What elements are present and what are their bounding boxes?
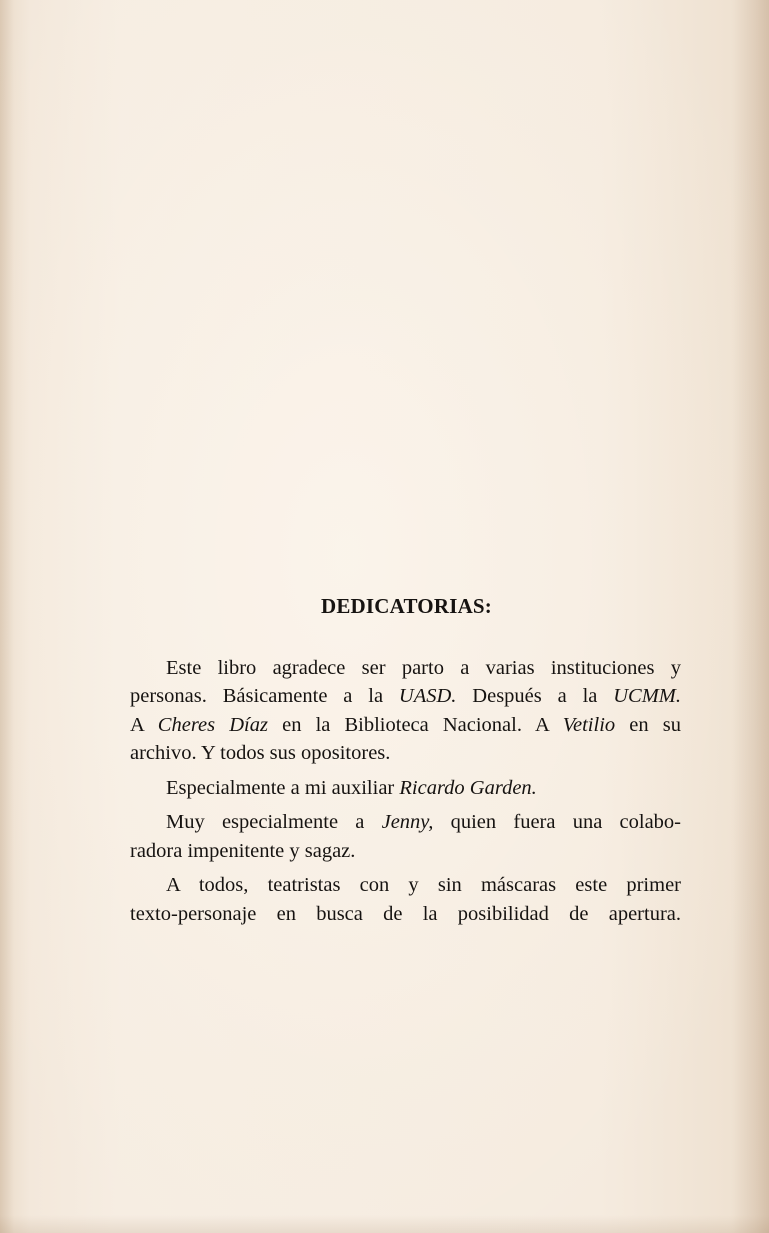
page-right-edge-shadow <box>733 0 769 1233</box>
paragraph-1-text: Después a la <box>456 685 614 707</box>
paragraph-1-line-3 <box>130 711 681 740</box>
paragraph-3-text: quien fuera una colabo- <box>433 811 681 833</box>
dedication-heading: DEDICATORIAS: <box>320 594 493 618</box>
page-bottom-edge-shadow <box>0 1215 769 1233</box>
paragraph-3-line-2: radora impenitente y sagaz. <box>130 839 356 862</box>
dedication-paragraph-1 <box>130 654 681 768</box>
person-jenny: Jenny, <box>381 811 434 833</box>
dedication-paragraph-2 <box>130 774 681 803</box>
person-cheres-diaz: Cheres Díaz <box>157 713 268 736</box>
paragraph-1-text: en la Biblioteca Nacional. A <box>267 713 563 736</box>
paragraph-1-text: A <box>130 713 158 736</box>
paragraph-2-line-1 <box>130 774 681 803</box>
paragraph-4-line-1: A todos, teatristas con y sin máscaras este primer <box>166 874 681 896</box>
paragraph-1-text: en su <box>615 713 681 736</box>
paragraph-1-line-2 <box>130 682 681 711</box>
person-vetilio: Vetilio <box>562 713 616 736</box>
page-left-edge-shadow <box>0 0 14 1233</box>
dedication-paragraph-4 <box>130 871 681 928</box>
paragraph-3-line-1 <box>130 808 681 837</box>
paragraph-1-line-4: archivo. Y todos sus opositores. <box>130 742 391 764</box>
institution-uasd: UASD. <box>398 685 457 707</box>
paragraph-2-text: Especialmente a mi auxiliar <box>166 776 400 799</box>
person-ricardo-garden: Ricardo Garden. <box>399 776 537 799</box>
paragraph-3-text: Muy especialmente a <box>166 811 382 833</box>
paragraph-4-line-2: texto-personaje en busca de la posibilidad de apertura. <box>130 902 681 925</box>
paragraph-1-line-1: Este libro agradece ser parto a varias instituciones y <box>166 656 681 679</box>
dedication-paragraph-3 <box>130 808 681 865</box>
paragraph-1-text: personas. Básicamente a la <box>130 685 399 707</box>
dedication-block <box>130 592 681 934</box>
institution-ucmm: UCMM. <box>613 685 681 707</box>
